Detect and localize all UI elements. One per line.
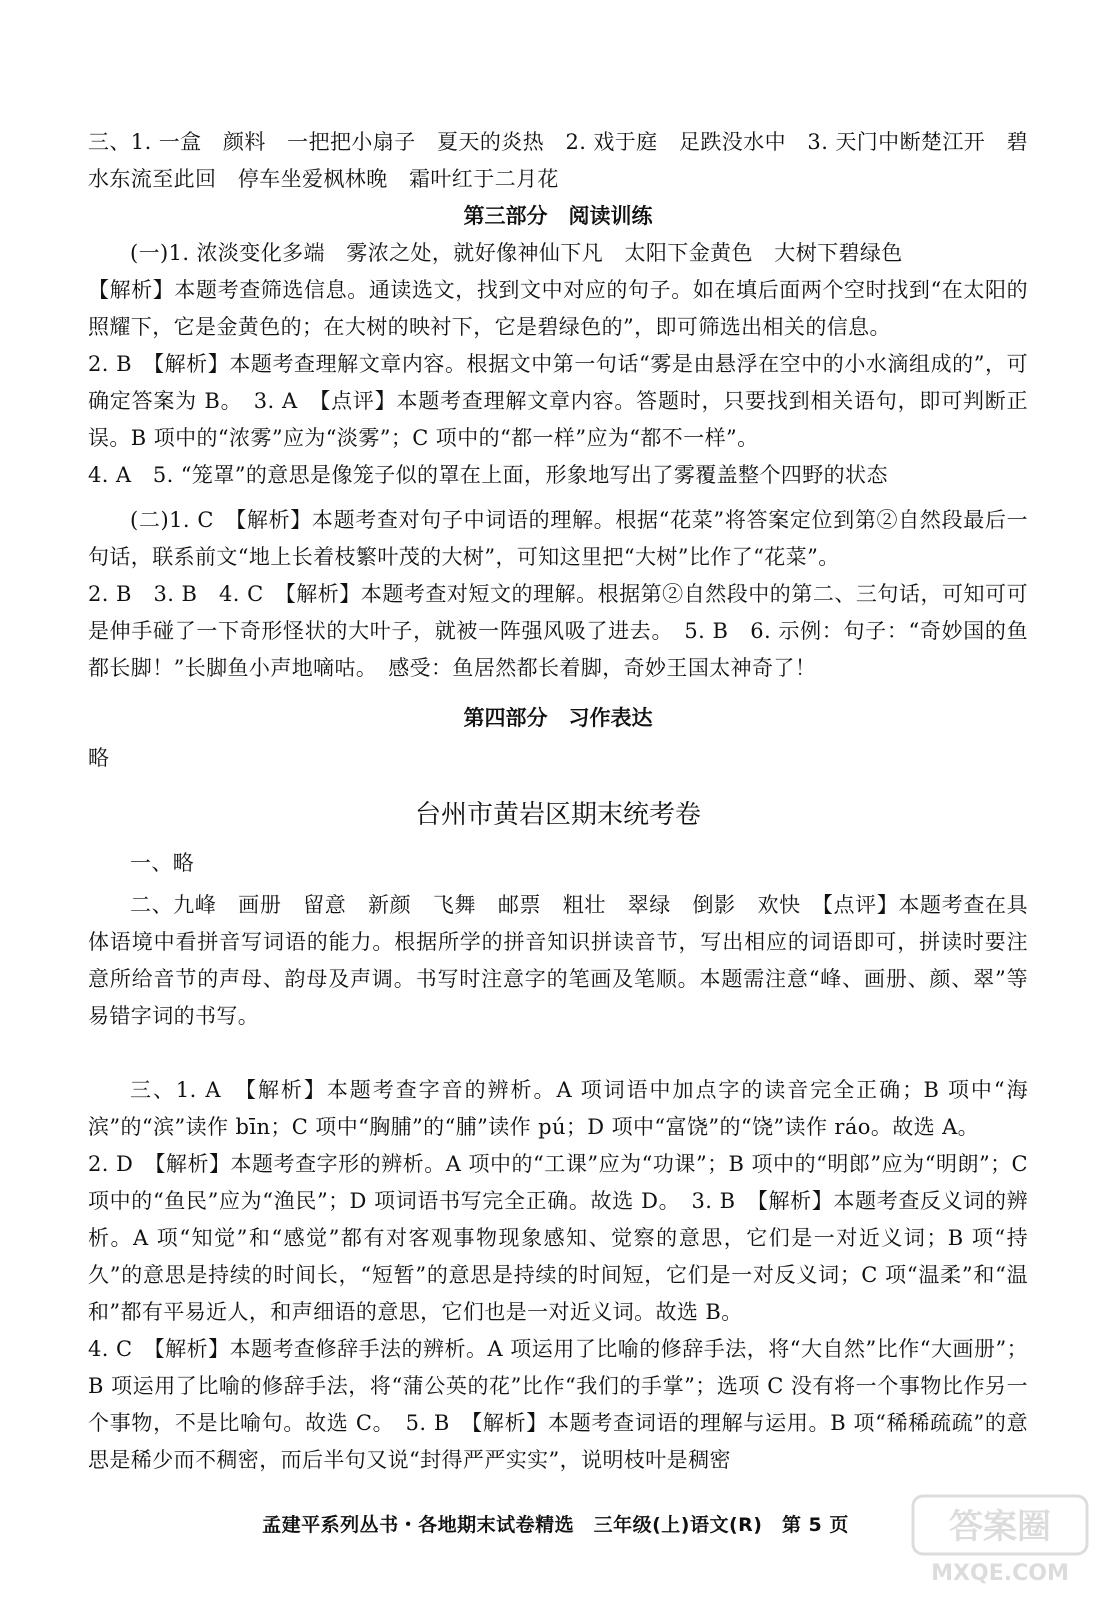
writing-answer: 略 (88, 746, 110, 770)
heading-part-4: 第四部分 习作表达 (463, 706, 653, 730)
section-1-answer: 一、略 (130, 851, 195, 875)
reading-1-answers: (一)1. 浓淡变化多端 雾浓之处，就好像神仙下凡 太阳下金黄色 大树下碧绿色 (130, 241, 903, 265)
exam-title: 台州市黄岩区期末统考卷 (414, 800, 701, 830)
section-3-q1: 三、1. A 【解析】本题考查字音的辨析。A 项词语中加点字的读音完全正确；B 项中“海滨”的“滨”读作 bīn；C 项中“胸脯”的“脯”读作 pú；D 项中“富饶”的“饶”读作 ráo。故选 A。 (88, 1078, 1028, 1139)
watermark-logo (905, 1490, 1095, 1590)
reading-1-q2-q3: 2. B 【解析】本题考查理解文章内容。根据文中第一句话“雾是由悬浮在空中的小水滴组成的”，可确定答案为 B。 3. A 【点评】本题考查理解文章内容。答题时，只要找到相关语句，即可判断正误。B 项中的“浓雾”应为“淡雾”；C 项中的“都一样”应为“都不一样”。 (88, 352, 1028, 450)
section-3-answers: 三、1. 一盒 颜料 一把把小扇子 夏天的炎热 2. 戏于庭 足跌没水中 3. 天门中断楚江开 碧水东流至此回 停车坐爱枫林晚 霜叶红于二月花 (88, 130, 1028, 191)
reading-1-q4-q5: 4. A 5. “笼罩”的意思是像笼子似的罩在上面，形象地写出了雾覆盖整个四野的状态 (88, 463, 888, 487)
heading-part-3: 第三部分 阅读训练 (463, 204, 653, 228)
reading-1-analysis: 【解析】本题考查筛选信息。通读选文，找到文中对应的句子。如在填后面两个空时找到“在太阳的照耀下，它是金黄色的；在大树的映衬下，它是碧绿色的”，即可筛选出相关的信息。 (88, 278, 1028, 339)
section-2-answers: 二、九峰 画册 留意 新颜 飞舞 邮票 粗壮 翠绿 倒影 欢快 【点评】本题考查在具体语境中看拼音写词语的能力。根据所学的拼音知识拼读音节，写出相应的词语即可，拼读时要注意所给音节的声母、韵母及声调。书写时注意字的笔画及笔顺。本题需注意“峰、画册、颜、翠”等易错字词的书写。 (88, 893, 1028, 1028)
watermark-top-text: 答案圈 (949, 1507, 1051, 1547)
reading-2-q2-q6: 2. B 3. B 4. C 【解析】本题考查对短文的理解。根据第②自然段中的第二、三句话，可知可可是伸手碰了一下奇形怪状的大叶子，就被一阵强风吸了进去。 5. B 6. 示例：句子：“奇妙国的鱼都长脚！”长脚鱼小声地嘀咕。 感受：鱼居然都长着脚，奇妙王国太神奇了！ (88, 582, 1028, 680)
watermark-bottom-text: MXQE.COM (931, 1561, 1069, 1586)
page-footer: 孟建平系列丛书・各地期末试卷精选 三年级(上)语文(R) 第 5 页 (262, 1514, 849, 1536)
section-3-q4-q5: 4. C 【解析】本题考查修辞手法的辨析。A 项运用了比喻的修辞手法，将“大自然”比作“大画册”；B 项运用了比喻的修辞手法，将“蒲公英的花”比作“我们的手掌”；选项 C 没有将一个事物比作另一个事物，不是比喻句。故选 C。 5. B 【解析】本题考查词语的理解与运用。B 项“稀稀疏疏”的意思是稀少而不稠密，而后半句又说“封得严严实实”，说明枝叶是稠密 (88, 1337, 1028, 1472)
section-3-q2-q3: 2. D 【解析】本题考查字形的辨析。A 项中的“工课”应为“功课”；B 项中的“明郎”应为“明朗”；C 项中的“鱼民”应为“渔民”；D 项词语书写完全正确。故选 D。 3. B 【解析】本题考查反义词的辨析。A 项“知觉”和“感觉”都有对客观事物现象感知、觉察的意思，它们是一对近义词；B 项“持久”的意思是持续的时间长，“短暂”的意思是持续的时间短，它们是一对反义词；C 项“温柔”和“温和”都有平易近人，和声细语的意思，它们也是一对近义词。故选 B。 (88, 1152, 1028, 1324)
reading-2-q1: (二)1. C 【解析】本题考查对句子中词语的理解。根据“花菜”将答案定位到第②自然段最后一句话，联系前文“地上长着枝繁叶茂的大树”，可知这里把“大树”比作了“花菜”。 (88, 508, 1028, 569)
